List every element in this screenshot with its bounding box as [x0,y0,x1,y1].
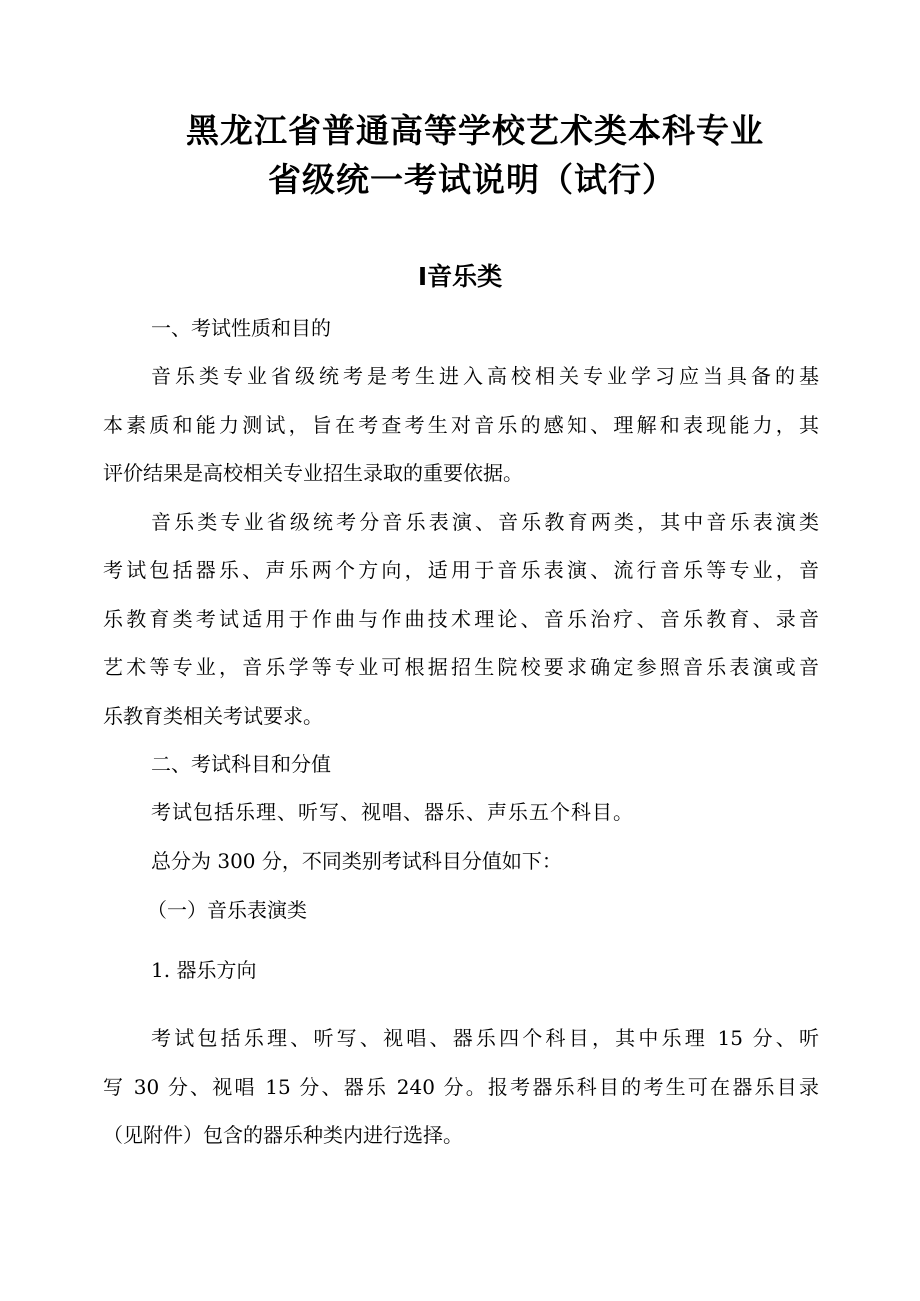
paragraph-line: 考试包括器乐、声乐两个方向，适用于音乐表演、流行音乐等专业，音 [103,558,819,582]
paragraph-line: 音乐类专业省级统考是考生进入高校相关专业学习应当具备的基 [151,364,819,388]
paragraph-line: 考试包括乐理、听写、视唱、器乐四个科目，其中乐理 15 分、听 [151,1026,819,1050]
paragraph-line: 写 30 分、视唱 15 分、器乐 240 分。报考器乐科目的考生可在器乐目录 [103,1075,819,1099]
document-title-line1: 黑龙江省普通高等学校艺术类本科专业 [186,111,764,150]
paragraph-line: 音乐类专业省级统考分音乐表演、音乐教育两类，其中音乐表演类 [151,510,819,534]
heading-exam-subjects: 二、考试科目和分值 [151,752,331,776]
paragraph-line: （见附件）包含的器乐种类内进行选择。 [103,1123,463,1147]
heading-exam-nature: 一、考试性质和目的 [151,316,331,340]
paragraph-line: 艺术等专业，音乐学等专业可根据招生院校要求确定参照音乐表演或音 [103,655,819,679]
paragraph-line: 乐教育类相关考试要求。 [103,704,323,728]
subheading-performance: （一）音乐表演类 [147,898,307,922]
paragraph-line: 乐教育类考试适用于作曲与作曲技术理论、音乐治疗、音乐教育、录音 [103,607,819,631]
document-title-line2: 省级统一考试说明（试行） [268,160,676,199]
subheading-instrumental: 1. 器乐方向 [151,958,257,982]
paragraph-subjects: 考试包括乐理、听写、视唱、器乐、声乐五个科目。 [151,800,634,824]
section-title: Ⅰ音乐类 [417,262,503,291]
paragraph-total-score: 总分为 300 分，不同类别考试科目分值如下： [151,849,562,873]
paragraph-line: 评价结果是高校相关专业招生录取的重要依据。 [103,461,523,485]
paragraph-line: 本素质和能力测试，旨在考查考生对音乐的感知、理解和表现能力，其 [103,413,819,437]
